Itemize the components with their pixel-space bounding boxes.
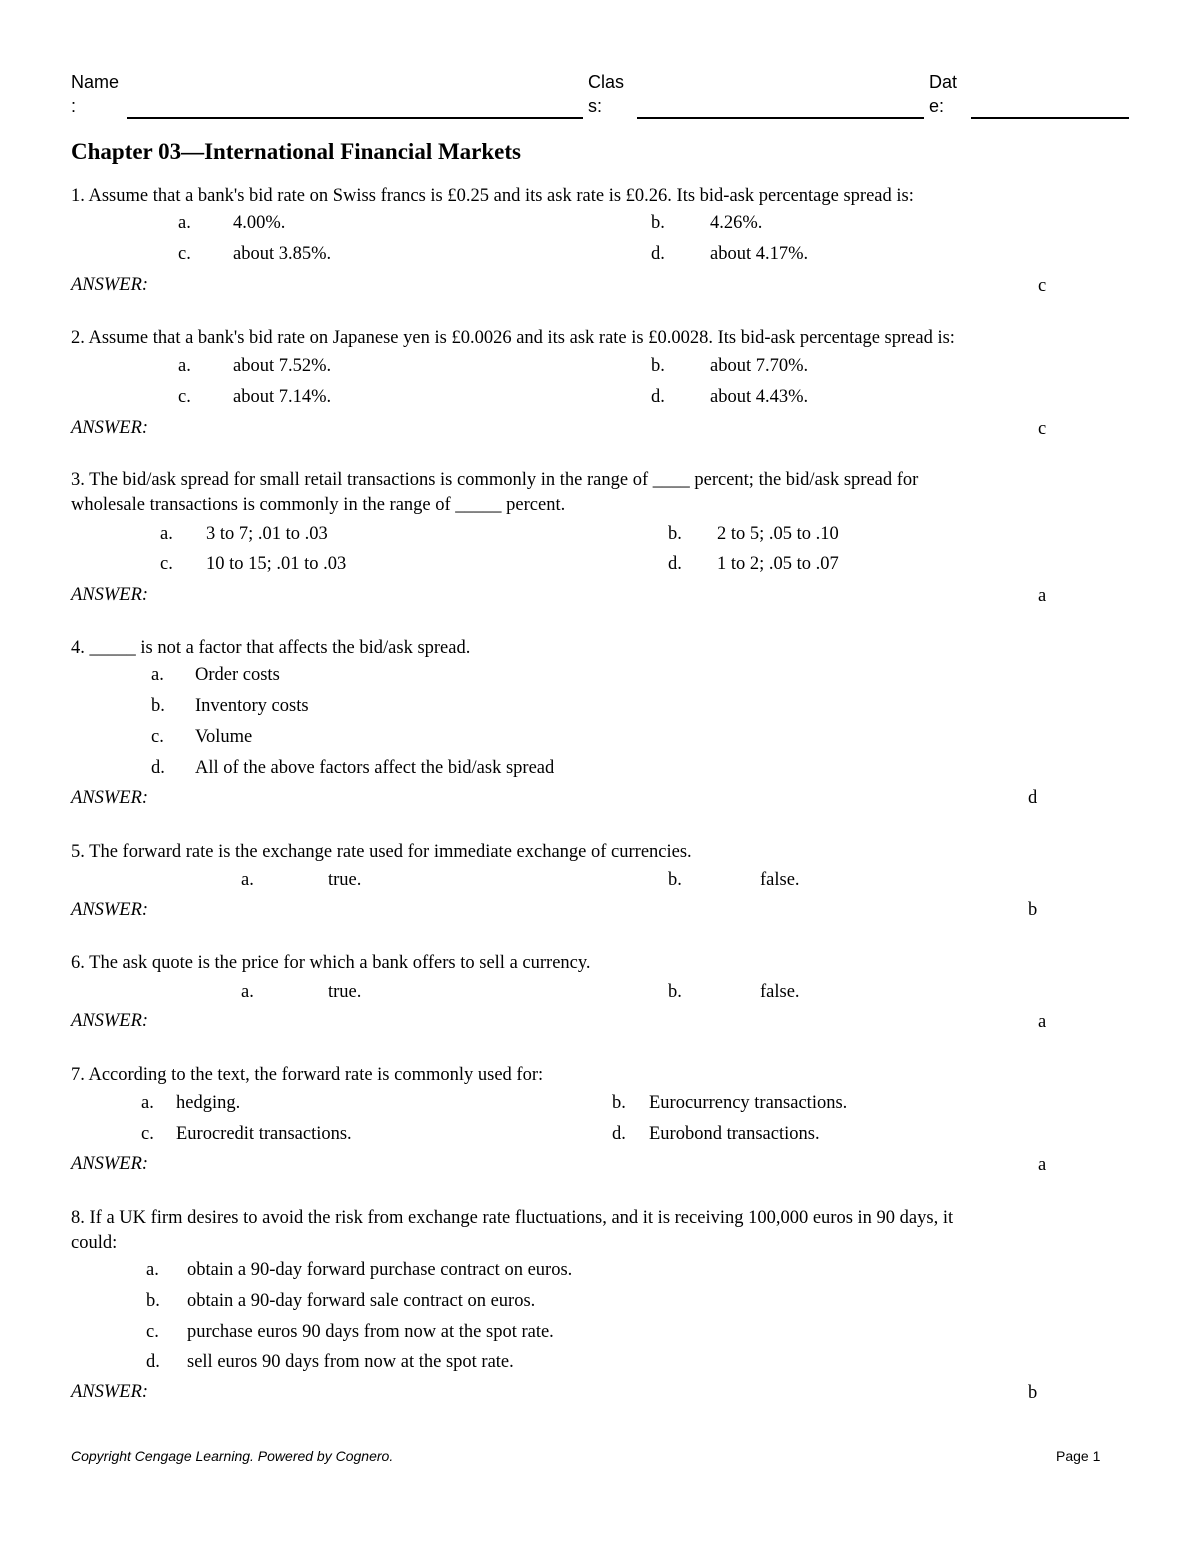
- option-text: about 4.17%.: [710, 244, 809, 264]
- question-5-text: 5. The forward rate is the exchange rate used for immediate exchange of currencies.: [71, 842, 692, 862]
- option-text: Volume: [195, 727, 253, 747]
- option-text: true.: [328, 982, 362, 1002]
- name-label: Name: [71, 72, 120, 92]
- option-text: 1 to 2; .05 to .07: [717, 554, 839, 574]
- question-1-text: 1. Assume that a bank's bid rate on Swiss francs is £0.25 and its ask rate is £0.26. Its bid-ask percentage spread is:: [71, 186, 914, 206]
- date-label-suffix: e:: [929, 96, 945, 116]
- class-label: Clas: [588, 72, 625, 92]
- question-7-text: 7. According to the text, the forward rate is commonly used for:: [71, 1065, 544, 1085]
- option-letter: a.: [146, 1260, 159, 1280]
- option-letter: d.: [146, 1352, 160, 1372]
- option-text: 3 to 7; .01 to .03: [206, 524, 328, 544]
- option-text: All of the above factors affect the bid/ask spread: [195, 758, 555, 778]
- option-letter: b.: [146, 1291, 160, 1311]
- answer-label: ANSWER:: [71, 275, 149, 295]
- class-field-line[interactable]: [637, 117, 924, 119]
- option-letter: c.: [146, 1322, 159, 1342]
- answer-label: ANSWER:: [71, 1154, 149, 1174]
- question-6-text: 6. The ask quote is the price for which a bank offers to sell a currency.: [71, 953, 591, 973]
- option-letter: a.: [178, 356, 191, 376]
- option-text: about 3.85%.: [233, 244, 332, 264]
- question-8-text: 8. If a UK firm desires to avoid the risk from exchange rate fluctuations, and it is receiving 100,000 euros in 90 days, it: [71, 1208, 954, 1228]
- answer-value: c: [1038, 276, 1047, 296]
- option-letter: d.: [151, 758, 165, 778]
- option-text: Order costs: [195, 665, 280, 685]
- class-label-suffix: s:: [588, 96, 603, 116]
- option-letter: d.: [668, 554, 682, 574]
- option-letter: c.: [178, 244, 191, 264]
- name-colon: :: [71, 96, 77, 116]
- option-letter: d.: [612, 1124, 626, 1144]
- option-letter: b.: [668, 870, 682, 890]
- answer-value: a: [1038, 1012, 1047, 1032]
- option-letter: b.: [651, 356, 665, 376]
- option-text: 4.00%.: [233, 213, 286, 233]
- option-text: sell euros 90 days from now at the spot rate.: [187, 1352, 514, 1372]
- answer-value: b: [1028, 1383, 1038, 1403]
- answer-label: ANSWER:: [71, 1011, 149, 1031]
- answer-label: ANSWER:: [71, 1382, 149, 1402]
- question-8-text-cont: could:: [71, 1233, 118, 1253]
- answer-value: a: [1038, 1155, 1047, 1175]
- question-4-text: 4. _____ is not a factor that affects the bid/ask spread.: [71, 638, 471, 658]
- option-letter: b.: [668, 982, 682, 1002]
- option-letter: a.: [141, 1093, 154, 1113]
- option-text: 2 to 5; .05 to .10: [717, 524, 839, 544]
- answer-value: c: [1038, 419, 1047, 439]
- option-letter: a.: [178, 213, 191, 233]
- option-letter: d.: [651, 387, 665, 407]
- option-text: Eurocredit transactions.: [176, 1124, 352, 1144]
- option-letter: b.: [151, 696, 165, 716]
- date-field-line[interactable]: [971, 117, 1129, 119]
- option-letter: a.: [151, 665, 164, 685]
- question-2-text: 2. Assume that a bank's bid rate on Japanese yen is £0.0026 and its ask rate is £0.0028. Its bid-ask percentage spread is:: [71, 328, 955, 348]
- option-letter: c.: [178, 387, 191, 407]
- name-field-line[interactable]: [127, 117, 583, 119]
- page-title: Chapter 03—International Financial Markets: [71, 139, 521, 164]
- option-text: 10 to 15; .01 to .03: [206, 554, 347, 574]
- option-text: about 7.70%.: [710, 356, 809, 376]
- option-text: purchase euros 90 days from now at the spot rate.: [187, 1322, 554, 1342]
- option-letter: c.: [141, 1124, 154, 1144]
- answer-value: b: [1028, 900, 1038, 920]
- answer-value: d: [1028, 788, 1038, 808]
- option-letter: d.: [651, 244, 665, 264]
- option-letter: a.: [241, 870, 254, 890]
- option-text: about 4.43%.: [710, 387, 809, 407]
- option-text: obtain a 90-day forward sale contract on euros.: [187, 1291, 536, 1311]
- option-text: about 7.52%.: [233, 356, 332, 376]
- option-text: 4.26%.: [710, 213, 763, 233]
- date-label: Dat: [929, 72, 958, 92]
- option-letter: c.: [160, 554, 173, 574]
- option-text: about 7.14%.: [233, 387, 332, 407]
- answer-label: ANSWER:: [71, 900, 149, 920]
- question-3-text-cont: wholesale transactions is commonly in the range of _____ percent.: [71, 495, 566, 515]
- option-text: true.: [328, 870, 362, 890]
- option-letter: c.: [151, 727, 164, 747]
- option-letter: a.: [160, 524, 173, 544]
- option-text: false.: [760, 982, 800, 1002]
- footer-copyright: Copyright Cengage Learning. Powered by Cognero.: [71, 1448, 394, 1464]
- option-text: obtain a 90-day forward purchase contract on euros.: [187, 1260, 573, 1280]
- answer-label: ANSWER:: [71, 418, 149, 438]
- option-letter: b.: [668, 524, 682, 544]
- page-number: Page 1: [1056, 1448, 1101, 1464]
- option-text: Eurocurrency transactions.: [649, 1093, 848, 1113]
- question-3-text: 3. The bid/ask spread for small retail transactions is commonly in the range of ____ percent; the bid/ask spread for: [71, 470, 919, 490]
- option-letter: b.: [651, 213, 665, 233]
- option-text: Eurobond transactions.: [649, 1124, 820, 1144]
- option-text: false.: [760, 870, 800, 890]
- answer-value: a: [1038, 586, 1047, 606]
- option-text: hedging.: [176, 1093, 241, 1113]
- option-letter: a.: [241, 982, 254, 1002]
- option-text: Inventory costs: [195, 696, 309, 716]
- answer-label: ANSWER:: [71, 788, 149, 808]
- answer-label: ANSWER:: [71, 585, 149, 605]
- option-letter: b.: [612, 1093, 626, 1113]
